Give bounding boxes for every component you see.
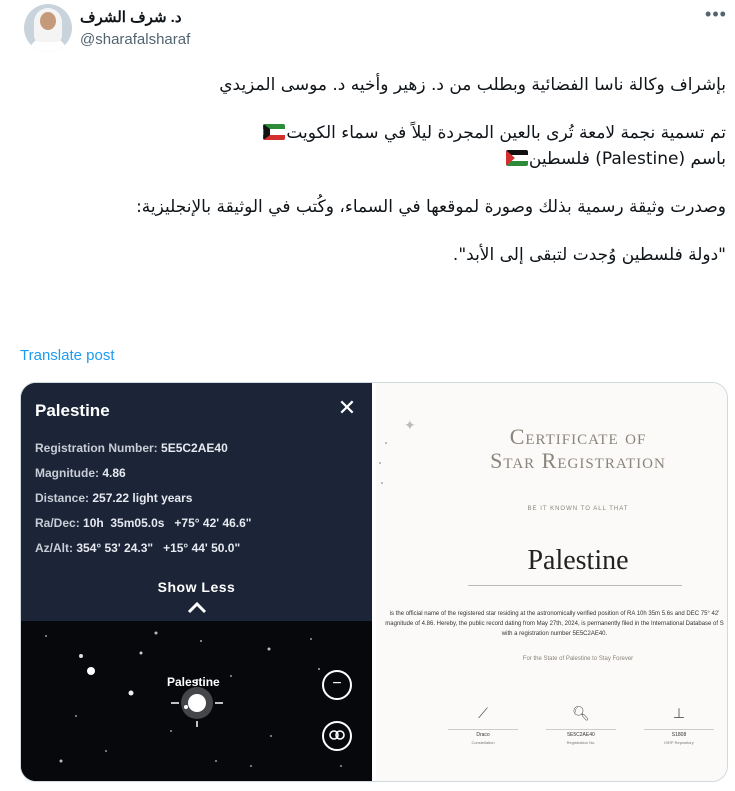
certificate-body-line2: magnitude of 4.86. Hereby, the public record dating from May 27th, 2024, is permanently filed in the International Database of S [385, 621, 724, 627]
kuwait-flag-icon [263, 124, 285, 140]
certificate-decoration [376, 423, 416, 503]
star-panel-title: Palestine [35, 401, 110, 420]
magnitude-label: Magnitude: [35, 466, 99, 480]
link-circle-icon[interactable] [322, 721, 352, 751]
sky-star-label: Palestine [167, 675, 220, 689]
repository-info [644, 705, 714, 745]
sky-view[interactable] [21, 621, 372, 781]
post-line-5: "دولة فلسطين وُجدت لتبقى إلى الأبد". [452, 245, 726, 265]
magnitude-value: 4.86 [102, 466, 126, 480]
certificate-body-line1: is the official name of the registered star residing at the astronomically verified position of RA 10h 35m 5.6s and DEC 75° 42' [389, 611, 720, 617]
certificate-divider [468, 585, 682, 586]
minus-circle-icon[interactable]: − [322, 670, 352, 700]
certificate-title-line2: Star Registration [490, 448, 666, 473]
azalt-row [35, 541, 240, 555]
radec-label: Ra/Dec: [35, 516, 80, 530]
close-icon[interactable]: ✕ [337, 395, 357, 420]
post-line-2-text: تم تسمية نجمة لامعة تُرى بالعين المجردة ليلاً في سماء الكويت [286, 123, 726, 143]
distance-value: 257.22 light years [92, 491, 193, 505]
star-app-screenshot[interactable] [21, 383, 372, 781]
certificate-star-name: Palestine [527, 545, 629, 576]
certificate-known: BE IT KNOWN TO ALL THAT [527, 506, 629, 512]
sparkle-icon: ✦ [404, 417, 416, 433]
certificate-forever: For the State of Palestine to Stay Forever [522, 656, 634, 662]
author-handle[interactable]: @sharafalsharaf [80, 31, 191, 48]
show-less-button[interactable]: Show Less [157, 579, 236, 595]
author-display-name[interactable]: د. شرف الشرف [80, 9, 182, 26]
post-line-3-text: باسم (Palestine) فلسطين [528, 149, 726, 169]
radec-value: 10h 35m05.0s +75° 42' 46.6" [83, 516, 252, 530]
certificate-body [382, 609, 727, 639]
constellation-value: Draco [448, 729, 518, 738]
magnitude-row [35, 466, 126, 480]
post-line-3 [20, 146, 726, 172]
star-field [21, 621, 372, 781]
registration-info [546, 705, 616, 745]
registration-value: 5E5C2AE40 [161, 441, 228, 455]
constellation-caption: Constellation [471, 740, 495, 745]
distance-label: Distance: [35, 491, 90, 505]
star-certificate[interactable] [376, 383, 727, 781]
translate-post-link[interactable]: Translate post [20, 347, 115, 364]
certificate-body-line3: with a registration number 5E5C2AE40. [501, 631, 608, 637]
repository-caption: ISRP Repository [664, 740, 694, 745]
certificate-title [448, 425, 708, 473]
post-media[interactable] [20, 382, 728, 782]
constellation-icon: ⟋ [478, 705, 488, 721]
certificate-title-line1: Certificate of [509, 424, 647, 449]
distance-row [35, 491, 192, 505]
avatar-face [40, 12, 56, 30]
registration-row [35, 441, 228, 455]
palestine-flag-icon [506, 150, 528, 166]
star-info-panel [21, 383, 372, 621]
azalt-value: 354° 53' 24.3" +15° 44' 50.0" [76, 541, 241, 555]
post-line-2 [20, 120, 726, 146]
document-search-icon: 🔍︎ [572, 705, 590, 721]
radec-row [35, 516, 252, 530]
constellation-info [448, 705, 518, 745]
post-header [0, 0, 735, 60]
repository-value: S1808 [644, 729, 714, 738]
registration-label: Registration Number: [35, 441, 158, 455]
post-line-1: بإشراف وكالة ناسا الفضائية وبطلب من د. زهير وأخيه د. موسى المزيدي [219, 75, 726, 95]
registration-no-value: 5E5C2AE40 [546, 729, 616, 738]
chevron-up-icon[interactable] [187, 600, 207, 614]
azalt-label: Az/Alt: [35, 541, 73, 555]
more-icon[interactable]: ••• [705, 4, 727, 24]
avatar[interactable] [24, 4, 72, 52]
post-line-4: وصدرت وثيقة رسمية بذلك وصورة لموقعها في السماء، وكُتب في الوثيقة بالإنجليزية: [136, 197, 726, 217]
registration-no-caption: Registration No. [566, 740, 596, 745]
telescope-icon: ⊥ [672, 705, 686, 721]
post-text [20, 72, 726, 268]
